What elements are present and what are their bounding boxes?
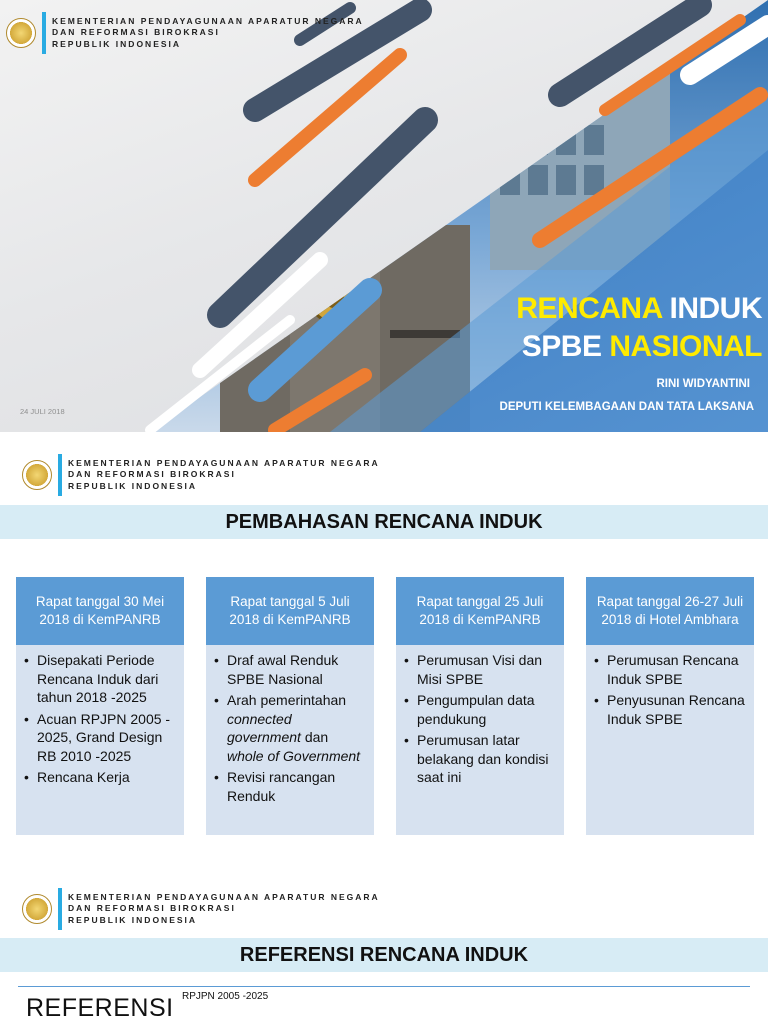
ministry-name bbox=[68, 458, 380, 493]
list-item: • Perumusan Visi dan Misi SPBE bbox=[404, 651, 556, 688]
ministry-emblem-icon bbox=[6, 18, 36, 48]
meeting-header: Rapat tanggal 25 Juli 2018 di KemPANRB bbox=[396, 577, 564, 645]
list-item-text: Arah pemerintahan bbox=[227, 692, 347, 708]
ministry-line-2: DAN REFORMASI BIROKRASI bbox=[68, 469, 236, 480]
ministry-line-2: DAN REFORMASI BIROKRASI bbox=[52, 27, 220, 38]
header-accent-bar bbox=[58, 888, 62, 930]
presenter-name: RINI WIDYANTINI bbox=[656, 378, 750, 390]
list-item: • Penyusunan Rencana Induk SPBE bbox=[594, 691, 746, 728]
ministry-header bbox=[22, 888, 380, 930]
ministry-line-3: REPUBLIK INDONESIA bbox=[68, 480, 198, 491]
list-item: • Perumusan Rencana Induk SPBE bbox=[594, 651, 746, 688]
list-item: • Disepakati Periode Rencana Induk dari tahun 2018 -2025 bbox=[24, 651, 176, 707]
title-word-induk: INDUK bbox=[669, 292, 762, 325]
list-item: • Rencana Kerja bbox=[24, 768, 176, 787]
discussion-slide bbox=[0, 437, 768, 869]
meeting-header: Rapat tanggal 5 Juli 2018 di KemPANRB bbox=[206, 577, 374, 645]
list-item-italic: connected government bbox=[227, 710, 301, 745]
meeting-items bbox=[206, 645, 374, 805]
list-item: • Draf awal Renduk SPBE Nasional bbox=[214, 651, 366, 688]
title-word-rencana: RENCANA bbox=[516, 292, 662, 325]
ministry-line-1: KEMENTERIAN PENDAYAGUNAAN APARATUR NEGARA bbox=[68, 457, 380, 468]
meeting-column-2 bbox=[206, 577, 374, 835]
presenter-role: DEPUTI KELEMBAGAAN DAN TATA LAKSANA bbox=[499, 401, 754, 413]
list-item: • Revisi rancangan Renduk bbox=[214, 768, 366, 805]
ministry-name bbox=[52, 16, 364, 51]
ministry-name bbox=[68, 892, 380, 927]
list-item-italic: whole of Government bbox=[227, 747, 361, 764]
list-item: • Acuan RPJPN 2005 - 2025, Grand Design RB 2010 -2025 bbox=[24, 710, 176, 766]
meeting-items bbox=[16, 645, 184, 787]
ministry-header bbox=[6, 12, 364, 54]
presentation-date: 24 JULI 2018 bbox=[20, 407, 65, 416]
title-slide-artwork bbox=[0, 0, 768, 432]
meeting-column-4 bbox=[586, 577, 754, 835]
presentation-title bbox=[516, 290, 762, 366]
ministry-emblem-icon bbox=[22, 894, 52, 924]
ministry-emblem-icon bbox=[22, 460, 52, 490]
meeting-header: Rapat tanggal 26-27 Juli 2018 di Hotel Ambhara bbox=[586, 577, 754, 645]
list-item: • Perumusan latar belakang dan kondisi saat ini bbox=[404, 731, 556, 787]
meeting-column-1 bbox=[16, 577, 184, 835]
meeting-column-3 bbox=[396, 577, 564, 835]
reference-label: REFERENSI bbox=[26, 994, 174, 1022]
title-word-nasional: NASIONAL bbox=[609, 330, 762, 363]
ministry-line-3: REPUBLIK INDONESIA bbox=[68, 914, 198, 925]
divider bbox=[18, 986, 750, 987]
ministry-line-2: DAN REFORMASI BIROKRASI bbox=[68, 903, 236, 914]
meeting-items bbox=[396, 645, 564, 787]
slide-title-banner: PEMBAHASAN RENCANA INDUK bbox=[0, 505, 768, 539]
meeting-items bbox=[586, 645, 754, 728]
reference-item: RPJPN 2005 -2025 bbox=[182, 991, 269, 1002]
meeting-header: Rapat tanggal 30 Mei 2018 di KemPANRB bbox=[16, 577, 184, 645]
ministry-line-3: REPUBLIK INDONESIA bbox=[52, 38, 182, 49]
header-accent-bar bbox=[42, 12, 46, 54]
ministry-line-1: KEMENTERIAN PENDAYAGUNAAN APARATUR NEGARA bbox=[52, 15, 364, 26]
list-item bbox=[214, 691, 366, 765]
reference-slide bbox=[0, 874, 768, 1024]
slide-title-banner: REFERENSI RENCANA INDUK bbox=[0, 938, 768, 972]
list-item: • Pengumpulan data pendukung bbox=[404, 691, 556, 728]
ministry-line-1: KEMENTERIAN PENDAYAGUNAAN APARATUR NEGARA bbox=[68, 891, 380, 902]
header-accent-bar bbox=[58, 454, 62, 496]
ministry-header bbox=[22, 454, 380, 496]
title-word-spbe: SPBE bbox=[521, 330, 602, 363]
list-item-text: dan bbox=[304, 729, 329, 745]
title-slide bbox=[0, 0, 768, 432]
